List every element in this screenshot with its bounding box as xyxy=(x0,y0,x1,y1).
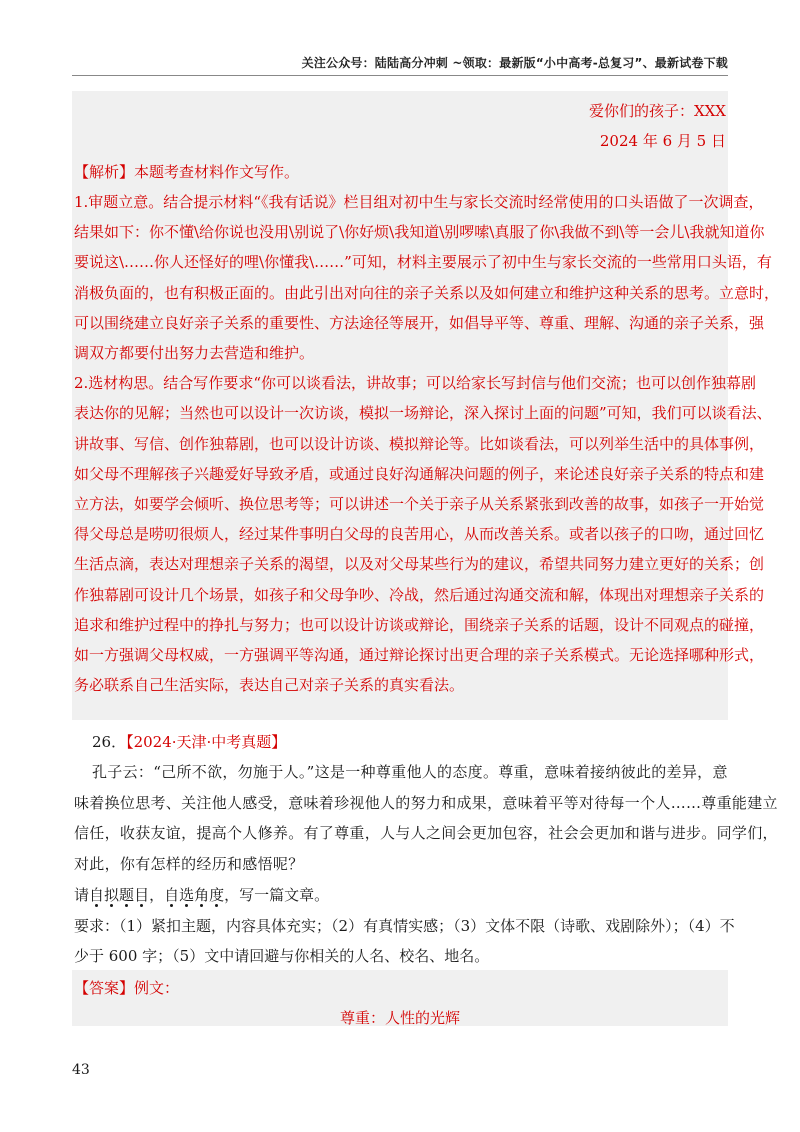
analysis-line: 讲故事、写信、创作独幕剧，也可以设计访谈、模拟辩论等。比如谈看法，可以列举生活中的具体事例， xyxy=(74,434,765,453)
analysis-line: 追求和维护过程中的挣扎与努力；也可以设计访谈或辩论，围绕亲子关系的话题，设计不同观点的碰撞， xyxy=(74,615,765,634)
prompt-line: 对此，你有怎样的经历和感悟呢？ xyxy=(74,854,304,873)
answer-label: 例文： xyxy=(134,979,180,997)
task-text-part: 度 xyxy=(209,886,225,904)
analysis-line: 1.审题立意。结合提示材料“《我有话说》栏目组对初中生与家长交流时经常使用的口头语做了一次调查， xyxy=(74,193,764,211)
task-text-part: 选 xyxy=(179,886,195,904)
page-header: 关注公众号：陆陆高分冲刺 ~领取：最新版“小中高考-总复习”、最新试卷下载 xyxy=(301,56,728,70)
prompt-line: 味着换位思考、关注他人感受，意味着珍视他人的努力和成果，意味着平等对待每一个人……尊重能建立 xyxy=(74,793,778,812)
analysis-heading xyxy=(74,161,726,182)
letter-date: 2024 年 6 月 5 日 xyxy=(599,132,726,150)
analysis-line: 立方法，如要学会倾听、换位思考等；可以讲述一个关于亲子从关系紧张到改善的故事，如孩子一开始觉 xyxy=(74,495,765,513)
task-text-part: 自 xyxy=(164,886,180,904)
question-task xyxy=(74,884,329,905)
question-number: 26． xyxy=(92,733,127,751)
requirement-line: 少于 600 字；（5）文中请回避与你相关的人名、校名、地名。 xyxy=(74,947,490,965)
question-source: 【2024·天津·中考真题】 xyxy=(126,733,287,751)
analysis-intro: 本题考查材料作文写作。 xyxy=(134,163,300,181)
essay-title: 尊重：人性的光辉 xyxy=(339,1009,460,1027)
analysis-line: 结果如下：你不懂\给你说也没用\别说了\你好烦\我知道\别啰嗦\真服了你\我做不到\等一会儿\我就知道你 xyxy=(74,223,765,242)
analysis-line: 生活点滴，表达对理想亲子关系的渴望，以及对父母某些行为的建议，希望共同努力建立更好的关系；创 xyxy=(74,555,765,574)
page-number: 43 xyxy=(72,1062,90,1078)
header-divider xyxy=(72,75,728,76)
analysis-line: 得父母总是唠叨很烦人，经过某件事明白父母的良苦用心，从而改善关系。或者以孩子的口吻，通过回忆 xyxy=(74,525,765,544)
answer-tag: 【答案】 xyxy=(74,979,135,997)
task-text-part: ，写一篇文章。 xyxy=(224,886,330,904)
task-text-part: 请 xyxy=(74,886,90,904)
analysis-line: 可以围绕建立良好亲子关系的重要性、方法途径等展开，如倡导平等、尊重、理解、沟通的亲子关系，强 xyxy=(74,313,765,332)
analysis-line: 消极负面的，也有积极正面的。由此引出对向往的亲子关系以及如何建立和维护这种关系的思考。立意时， xyxy=(74,283,780,302)
analysis-line: 作独幕剧可设计几个场景，如孩子和父母争吵、冷战，然后通过沟通交流和解，体现出对理想亲子关系的 xyxy=(74,585,765,604)
requirement-line: 要求：（1）紧扣主题，内容具体充实；（2）有真情实感；（3）文体不限（诗歌、戏剧除外）；（4）不 xyxy=(74,917,735,935)
analysis-line: 调双方都要付出努力去营造和维护。 xyxy=(74,344,315,362)
question-heading xyxy=(92,731,286,752)
task-text-part: 自 xyxy=(89,886,105,904)
task-text-part: 题 xyxy=(119,886,135,904)
letter-signature: 爱你们的孩子：XXX xyxy=(588,102,726,120)
answer-heading xyxy=(74,977,726,998)
analysis-line: 如一方强调父母权威，一方强调平等沟通，通过辩论探讨出更合理的亲子关系模式。无论选择哪种形式， xyxy=(74,646,765,664)
analysis-line: 要说这\……你人还怪好的哩\你懂我\……”可知，材料主要展示了初中生与家长交流的一些常用口头语，有 xyxy=(74,253,772,272)
analysis-line: 如父母不理解孩子兴趣爱好导致矛盾，或通过良好沟通解决问题的例子，来论述良好亲子关系的特点和建 xyxy=(74,464,765,483)
task-text-part: 角 xyxy=(194,886,210,904)
task-text-part: ， xyxy=(149,886,165,904)
analysis-line: 2.选材构思。结合写作要求“你可以谈看法，讲故事；可以给家长写封信与他们交流；也可以创作独幕剧 xyxy=(74,374,756,393)
prompt-line: 信任，收获友谊，提高个人修养。有了尊重，人与人之间会更加包容，社会会更加和谐与进步。同学们， xyxy=(74,824,778,842)
analysis-line: 表达你的见解；当然也可以设计一次访谈，模拟一场辩论，深入探讨上面的问题”可知，我们可以谈看法、 xyxy=(74,404,772,423)
prompt-line: 孔子云：“己所不欲，勿施于人。”这是一种尊重他人的态度。尊重，意味着接纳彼此的差异，意 xyxy=(92,763,728,781)
analysis-tag: 【解析】 xyxy=(74,163,135,181)
task-text-part: 目 xyxy=(134,886,150,904)
analysis-line: 务必联系自己生活实际，表达自己对亲子关系的真实看法。 xyxy=(74,676,465,695)
task-text-part: 拟 xyxy=(104,886,120,904)
